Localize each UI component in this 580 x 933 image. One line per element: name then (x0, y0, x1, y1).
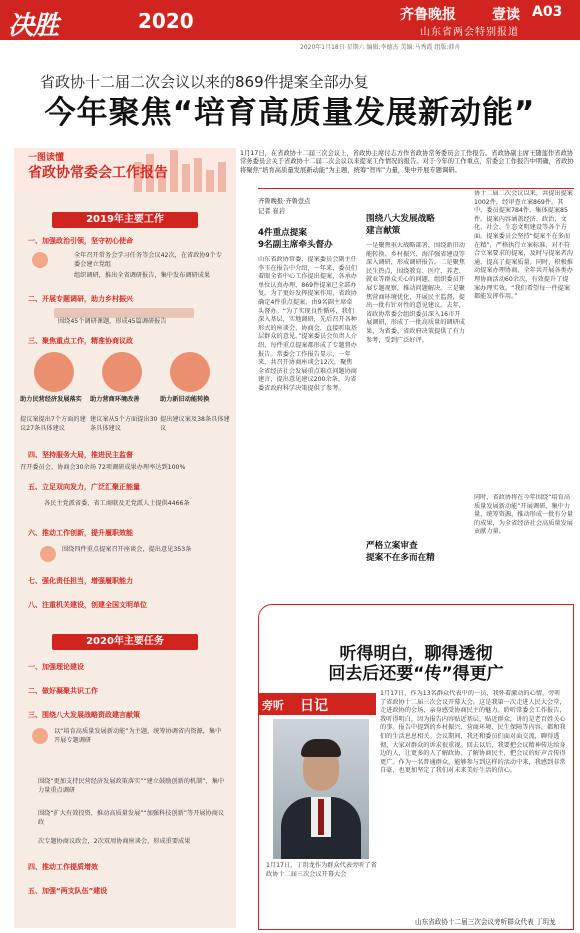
item-2019: 六、推动工作创新，提升履职效能 (28, 529, 133, 537)
infographic-panel (14, 148, 236, 928)
card-icon (102, 352, 142, 392)
info-text: 围绕45个调研课题，形成45篇调研报告 (58, 318, 167, 325)
subhead-1: 4件重点提案 (258, 228, 307, 238)
item-2020: 五、加强“两支队伍”建设 (28, 887, 108, 895)
card-title: 助力新旧动能转换 (160, 396, 210, 403)
decor-circle (40, 546, 56, 562)
masthead-banner (0, 0, 580, 40)
info-text: 围绕“扩大有效投资，推动高质量发展”“加强科技创新”等开展协商议政 (38, 810, 225, 826)
item-2020: 四、推动工作提质增效 (28, 863, 98, 871)
info-text: 围绕四件重点提案召开座谈会，提出意见353条 (62, 546, 192, 553)
decor-bar (54, 308, 194, 318)
column-3b: 同时，省政协将在今年围绕“培育高质量发展新动能”开展调研，集中力量、统筹资源，推动形成一批有分量的成果，为全省经济社会高质量发展贡献力量。 (474, 494, 573, 536)
column-1: 山东省政协常委、提案委员会副主任李玉在报告中介绍，一年来，委员们着眼全省中心工作提出提案，各承办单位认真办理，869件提案已全部办复。为了更好发挥提案作用，省政协确定4件重点提案，由9名副主席牵头督办。“为了实现良性循环，我们深入基层，实地调研，先后召开各种形式的座谈会、协商会，直接听取基层群众的意见。”提案委员会负责人介绍，每件重点提案都形成了专题督办报告。常委会工作报告显示，一年来，共召开协商座谈会12次，聚焦全省经济社会发展重点难点问题协商建言，提出意见建议200余条，为省委省政府科学决策提供了参考。 (258, 256, 358, 392)
info-text: 组织调研，推出全省调研报告，集中发布调研成果 (74, 272, 211, 279)
reporter: 记者 崔岩 (258, 208, 286, 215)
item-2019: 八、注重机关建设，创建全国文明单位 (28, 601, 147, 609)
infographic-title: 省政协常委会工作报告 (28, 165, 168, 181)
diary-tag-title: 日记 (300, 698, 328, 714)
subhead-3: 严格立案审查 (366, 541, 418, 551)
item-2020: 一、加强理论建设 (28, 663, 84, 671)
info-text: 召开委员会、协商会30余场 72项调研成果办理率达到100% (20, 464, 186, 471)
article-kicker: 省政协十二届二次会议以来的869件提案全部办复 (40, 73, 369, 91)
info-text: 次专题协商议政会，2次双周协商座谈会，形成重要成果 (38, 838, 191, 845)
info-text: 各民主党派省委、省工商联及无党派人士提供4466条 (44, 500, 190, 507)
item-2020: 二、做好凝聚共识工作 (28, 687, 98, 695)
publication-name: 齐鲁晚报 (400, 7, 456, 23)
masthead-subtitle: 山东省两会特别报道 (420, 27, 519, 38)
card-title: 助力民营经济发展落实 (20, 396, 82, 403)
item-2019: 一、加强政治引领，坚守初心使命 (28, 237, 133, 245)
decor-circle (32, 252, 48, 268)
article-lede: 1月17日，在省政协十二届三次会议上，省政协主席付志方作省政协常务委员会工作报告。省政协副主席王随莲作省政协常务委员会关于省政协十二届二次会议以来提案工作情况的报告。对于今年的工作重点，常委会工作报告中明确，省政协将聚焦“培育高质量发展新动能”为主题，统筹“智库”力量，集中开展专题调研。 (240, 150, 574, 174)
card-icon (34, 352, 74, 392)
subhead-2b: 建言献策 (366, 226, 401, 236)
column-2: 一是聚焦重大战略部署，围绕新旧动能转换、乡村振兴、海洋强省建设等深入调研，形成调研报告。二是聚焦民生热点，围绕教育、医疗、养老、就业等群众关心的问题，组织委员开展专题视察，推动问题解决。三是聚焦营商环境优化，开展民主监督，提出一批有针对性的意见建议。去年，省政协常委会组织委员深入16市开展调研，形成了一批高质量的调研成果，为省委、省政府决策提供了有力参考，受到广泛好评。 (366, 242, 465, 344)
card-title: 助力营商环境改善 (90, 396, 140, 403)
edition-meta: 2020年1月18日 星期六 编辑:李德杰 美编:马秀霞 组版:韩舟 (300, 44, 461, 51)
section-name: 壹读 (492, 7, 520, 23)
section-2020-ribbon: 2020年主要任务 (52, 634, 198, 650)
infographic-kicker: 一图读懂 (28, 153, 65, 163)
page-number: A03 (532, 4, 563, 20)
sidebar-headline-2: 回去后还要“传”得更广 (328, 664, 504, 684)
sidebar-headline-1: 听得明白，聊得透彻 (339, 644, 493, 664)
infographic-header (14, 148, 236, 192)
sidebar-body: 1月17日，作为13名群众代表中的一员，我怀着激动的心情，旁听了省政协十二届三次会议开幕大会。这是我第一次走进人民大会堂，走进政协的会场，亲身感受协商民主的魅力。聆听常委会工作报告，我听得明白，因为报告内容贴近基层、贴近群众，讲的是老百姓关心的事。报告中提到的乡村振兴、营商环境、民生保障等内容，都和我们的生活息息相关。会议期间，我还和委员们面对面交流，聊得透彻，大家对群众的诉求很重视。回去以后，我要把会议精神传达给身边的人，让更多的人了解政协、了解协商民主，把会议的好声音传得更广。作为一名普通群众，能够参与到这样的活动中来，我感到非常自豪，也更加坚定了我们对未来美好生活的信心。 (380, 690, 566, 775)
article-headline: 今年聚焦“培育高质量发展新动能” (44, 95, 536, 131)
item-2019: 五、立足双向发力，广泛汇聚正能量 (28, 483, 140, 491)
item-2019: 三、聚焦重点工作，精准协商议政 (28, 337, 133, 345)
item-2019: 四、坚持服务大局，推进民主监督 (28, 451, 133, 459)
divider (258, 188, 574, 189)
decor-circle (32, 728, 48, 744)
photo-caption: 1月17日，丁玥龙作为群众代表旁听了省政协十二届三次会议开幕大会 (266, 862, 377, 878)
portrait-photo (273, 719, 369, 859)
card-icon (170, 352, 210, 392)
diary-tag (258, 693, 376, 715)
item-2019: 七、强化责任担当，增强履职能力 (28, 577, 133, 585)
item-2019: 二、开展专题调研，助力乡村振兴 (28, 295, 133, 303)
card-text: 提议案提出7个方面的建议27条具体建议 (20, 416, 86, 432)
masthead-year: 2020 (138, 9, 194, 33)
subhead-1b: 9名副主席牵头督办 (258, 240, 333, 250)
masthead-logo: 决胜 (8, 11, 59, 41)
diary-tag-label: 旁听 (262, 699, 284, 712)
info-text: 以“培育高质量发展新动能”为主题，统筹协调省内资源，集中开展专题调研 (54, 728, 222, 744)
byline: 齐鲁晚报·齐鲁壹点 (258, 198, 311, 205)
column-3: 协十二届二次会议以来，共提出提案1002件，经审查立案869件。其中，委员提案784件，集体提案85件。提案内容涵盖经济、政治、文化、社会、生态文明建设等各个方面。提案委员会坚持“提案不在多而在精”，严格执行立案标准，对不符合立案要求的提案，及时与提案者沟通，提高了提案质量。同时，积极推动提案办理协商，全年共开展各类办理协商活动60余次，有效提升了提案办理实效。“我们希望每一件提案都能发挥作用。” (474, 190, 573, 301)
card-text: 建议案从5个方面提出30条具体建议 (90, 416, 158, 432)
subhead-2: 围绕八大发展战略 (366, 214, 435, 224)
info-text: 围绕“更加支持民营经济发展政策落实”“建立鼓励创新的机制”，集中力量重点调研 (38, 778, 225, 794)
sidebar-signature: 山东省政协十二届三次会议旁听群众代表 丁玥龙 (415, 918, 556, 926)
item-2020: 三、围绕八大发展战略资政建言献策 (28, 711, 140, 719)
info-text: 全年召开常务会学习任务等会议42次，在省政协9个专委会建立党组 (74, 252, 222, 268)
section-2019-ribbon: 2019年主要工作 (52, 212, 198, 228)
subhead-3b: 提案不在多而在精 (366, 553, 435, 563)
card-text: 提出建议案及38条具体建议 (160, 416, 230, 432)
